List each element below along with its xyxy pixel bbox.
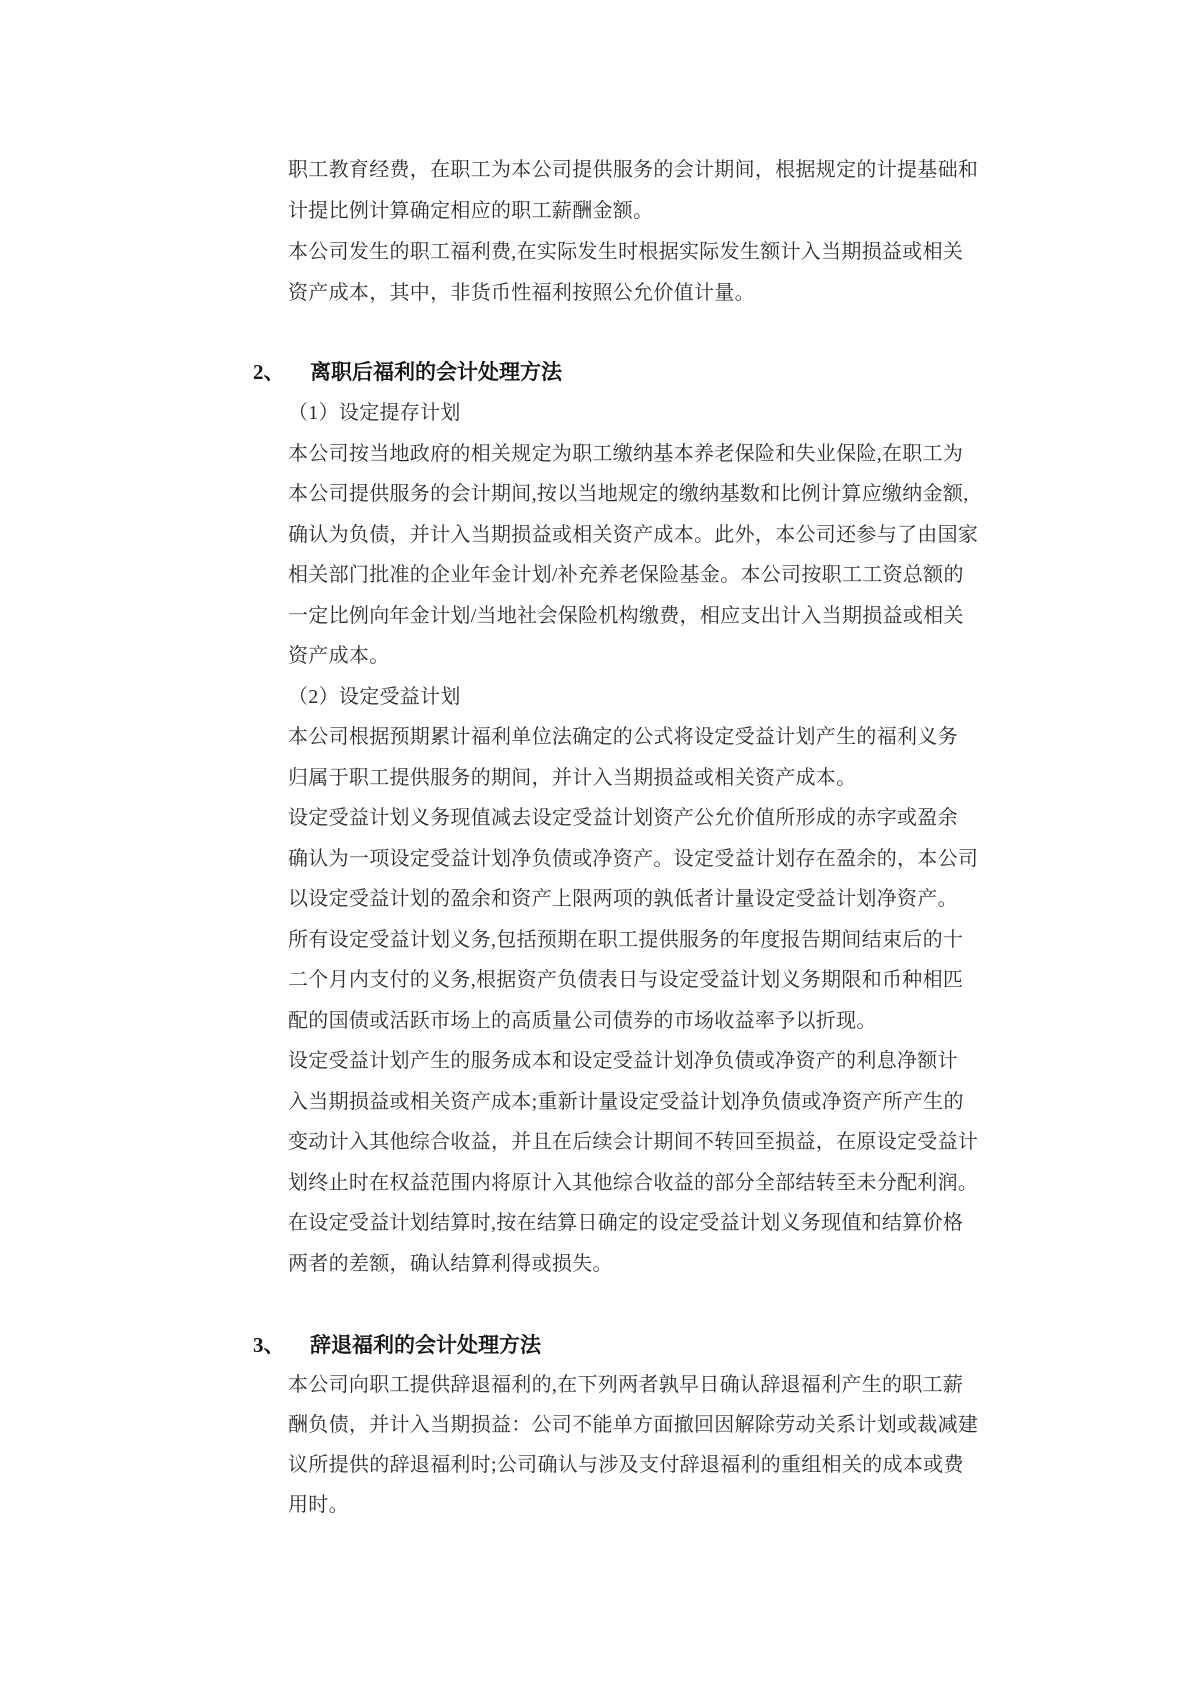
- text-line: 计提比例计算确定相应的职工薪酬金额。: [288, 200, 654, 222]
- section-3-body: [288, 1365, 978, 1525]
- intro-paragraphs: [288, 150, 978, 314]
- text-line: 设定受益计划产生的服务成本和设定受益计划净负债或净资产的利息净额计: [288, 1050, 958, 1072]
- section-3-number: 3、: [253, 1333, 285, 1357]
- text-line: 资产成本，其中，非货币性福利按照公允价值计量。: [288, 282, 755, 304]
- section-3-title: 辞退福利的会计处理方法: [310, 1333, 541, 1357]
- text-line: 确认为一项设定受益计划净负债或净资产。设定受益计划存在盈余的，本公司: [288, 847, 979, 870]
- text-line: 以设定受益计划的盈余和资产上限两项的孰低者计量设定受益计划净资产。: [288, 888, 958, 910]
- text-line: 设定受益计划义务现值减去设定受益计划资产公允价值所形成的赤字或盈余: [288, 807, 958, 829]
- text-line: 确认为负债，并计入当期损益或相关资产成本。此外，本公司还参与了由国家: [288, 523, 979, 546]
- text-line: 归属于职工提供服务的期间，并计入当期损益或相关资产成本。: [288, 766, 857, 789]
- text-line: 变动计入其他综合收益，并且在后续会计期间不转回至损益，在原设定受益计: [288, 1131, 979, 1153]
- section-2-title: 离职后福利的会计处理方法: [310, 360, 562, 384]
- text-line: 两者的差额，确认结算利得或损失。: [288, 1252, 613, 1275]
- text-line: 职工教育经费，在职工为本公司提供服务的会计期间，根据规定的计提基础和: [288, 159, 979, 181]
- text-line: 入当期损益或相关资产成本;重新计量设定受益计划净负债或净资产所产生的: [288, 1090, 964, 1113]
- subheading-line: （1）设定提存计划: [288, 402, 461, 424]
- section-2-number: 2、: [253, 360, 285, 384]
- text-line: 议所提供的辞退福利时;公司确认与涉及支付辞退福利的重组相关的成本或费: [288, 1454, 964, 1476]
- section-2-body: [288, 393, 978, 1284]
- subheading-line: （2）设定受益计划: [288, 685, 461, 708]
- text-line: 一定比例向年金计划/当地社会保险机构缴费，相应支出计入当期损益或相关: [288, 604, 964, 627]
- text-line: 划终止时在权益范围内将原计入其他综合收益的部分全部结转至未分配利润。: [288, 1171, 979, 1194]
- text-line: 相关部门批准的企业年金计划/补充养老保险基金。本公司按职工工资总额的: [288, 564, 964, 586]
- text-line: 用时。: [288, 1494, 349, 1516]
- text-line: 本公司根据预期累计福利单位法确定的公式将设定受益计划产生的福利义务: [288, 726, 958, 748]
- text-line: 本公司提供服务的会计期间,按以当地规定的缴纳基数和比例计算应缴纳金额,: [288, 483, 969, 505]
- text-line: 资产成本。: [288, 645, 390, 667]
- text-line: 所有设定受益计划义务,包括预期在职工提供服务的年度报告期间结束后的十: [288, 928, 964, 951]
- text-line: 本公司发生的职工福利费,在实际发生时根据实际发生额计入当期损益或相关: [288, 241, 964, 263]
- text-line: 本公司按当地政府的相关规定为职工缴纳基本养老保险和失业保险,在职工为: [288, 442, 964, 465]
- text-line: 本公司向职工提供辞退福利的,在下列两者孰早日确认辞退福利产生的职工薪: [288, 1374, 964, 1396]
- text-line: 在设定受益计划结算时,按在结算日确定的设定受益计划义务现值和结算价格: [288, 1212, 964, 1234]
- text-line: 配的国债或活跃市场上的高质量公司债券的市场收益率予以折现。: [288, 1009, 877, 1032]
- text-line: 酬负债，并计入当期损益：公司不能单方面撤回因解除劳动关系计划或裁减建: [288, 1414, 979, 1436]
- section-3-heading: [253, 1325, 541, 1366]
- text-line: 二个月内支付的义务,根据资产负债表日与设定受益计划义务期限和币种相匹: [288, 969, 964, 991]
- section-2-heading: [253, 352, 562, 393]
